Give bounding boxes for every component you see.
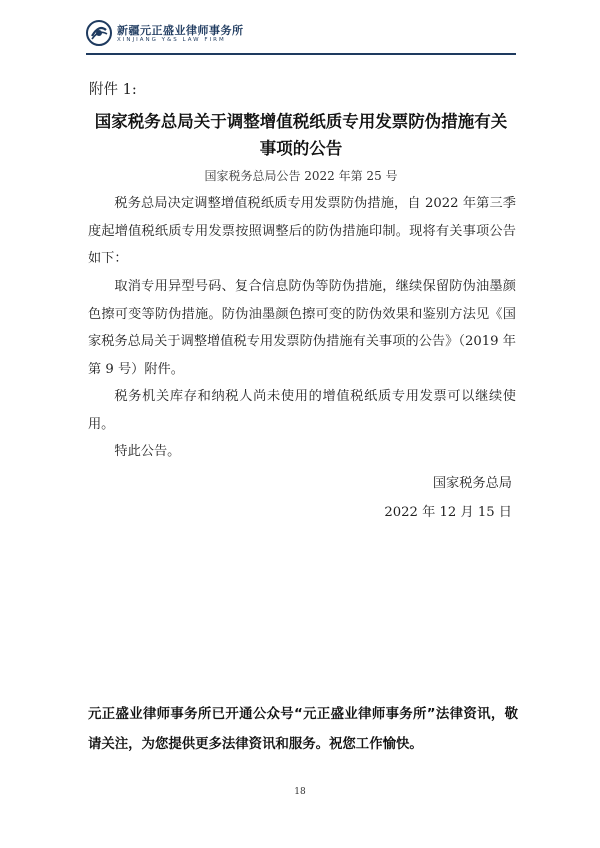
firm-seal-icon [86,20,112,46]
body-paragraph: 税务总局决定调整增值税纸质专用发票防伪措施，自 2022 年第三季度起增值税纸质专用发票按照调整后的防伪措施印制。现将有关事项公告如下： [88,196,516,266]
page-number: 18 [294,787,306,797]
document-title-line2: 事项的公告 [259,139,343,158]
body-paragraph: 取消专用异型号码、复合信息防伪等防伪措施，继续保留防伪油墨颜色擦可变等防伪措施。防伪油墨颜色擦可变的防伪效果和鉴别方法见《国家税务总局关于调整增值税专用发票防伪措施有关事项的公告》（2019 年第 9 号）附件。 [88,279,516,377]
body-paragraph: 税务机关库存和纳税人尚未使用的增值税纸质专用发票可以继续使用。 [88,389,516,432]
document-title-line1: 国家税务总局关于调整增值税纸质专用发票防伪措施有关 [94,112,508,131]
signature-org: 国家税务总局 [432,476,512,491]
firm-name-en: XINJIANG Y&S LAW FIRM [117,37,226,43]
firm-notice: 元正盛业律师事务所已开通公众号“元正盛业律师事务所”法律资讯，敬请关注，为您提供更多法律资讯和服务。祝您工作愉快。 [88,707,518,752]
body-paragraph: 特此公告。 [114,444,181,459]
firm-name-cn: 新疆元正盛业律师事务所 [117,24,244,37]
header-divider [86,53,516,55]
document-number: 国家税务总局公告 2022 年第 25 号 [204,169,398,183]
page-header [86,18,516,52]
signature-date: 2022 年 12 月 15 日 [384,505,512,520]
attachment-label: 附件 1: [89,82,137,98]
